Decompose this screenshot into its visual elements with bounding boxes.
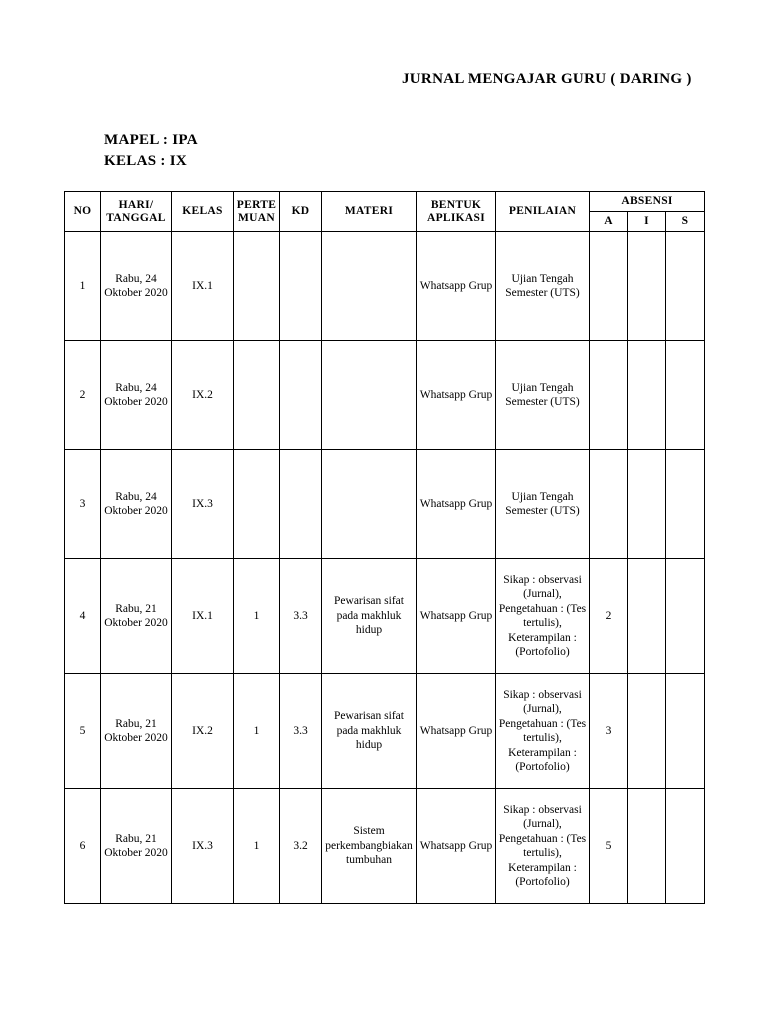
cell-pertemuan [234, 232, 280, 341]
col-header-bentuk: BENTUK APLIKASI [417, 192, 496, 232]
col-header-kelas: KELAS [172, 192, 234, 232]
cell-penilaian: Sikap : observasi (Jurnal), Pengetahuan : (Tes tertulis), Keterampilan : (Portofolio) [496, 674, 590, 789]
cell-pertemuan [234, 450, 280, 559]
cell-no: 3 [65, 450, 101, 559]
cell-hari: Rabu, 24 Oktober 2020 [101, 232, 172, 341]
col-header-penilaian: PENILAIAN [496, 192, 590, 232]
cell-pertemuan: 1 [234, 559, 280, 674]
cell-absensi-a: 2 [590, 559, 628, 674]
cell-materi: Pewarisan sifat pada makhluk hidup [322, 559, 417, 674]
cell-hari: Rabu, 24 Oktober 2020 [101, 341, 172, 450]
col-header-kd: KD [280, 192, 322, 232]
cell-absensi-a [590, 341, 628, 450]
cell-bentuk: Whatsapp Grup [417, 450, 496, 559]
cell-absensi-a: 5 [590, 789, 628, 904]
table-row [65, 341, 705, 450]
cell-bentuk: Whatsapp Grup [417, 789, 496, 904]
cell-hari: Rabu, 24 Oktober 2020 [101, 450, 172, 559]
cell-absensi-s [666, 341, 705, 450]
cell-hari: Rabu, 21 Oktober 2020 [101, 789, 172, 904]
cell-bentuk: Whatsapp Grup [417, 232, 496, 341]
cell-kd [280, 341, 322, 450]
cell-penilaian: Ujian Tengah Semester (UTS) [496, 450, 590, 559]
col-header-absensi: ABSENSI [590, 192, 705, 212]
cell-kelas: IX.3 [172, 789, 234, 904]
col-header-materi: MATERI [322, 192, 417, 232]
cell-absensi-i [628, 789, 666, 904]
cell-pertemuan [234, 341, 280, 450]
cell-kd: 3.3 [280, 559, 322, 674]
cell-absensi-i [628, 559, 666, 674]
cell-penilaian: Ujian Tengah Semester (UTS) [496, 341, 590, 450]
cell-penilaian: Sikap : observasi (Jurnal), Pengetahuan : (Tes tertulis), Keterampilan : (Portofolio) [496, 789, 590, 904]
col-header-a: A [590, 212, 628, 232]
cell-no: 2 [65, 341, 101, 450]
cell-bentuk: Whatsapp Grup [417, 341, 496, 450]
cell-absensi-a [590, 450, 628, 559]
table-row [65, 232, 705, 341]
cell-absensi-s [666, 559, 705, 674]
col-header-s: S [666, 212, 705, 232]
cell-hari: Rabu, 21 Oktober 2020 [101, 674, 172, 789]
mapel-label: MAPEL : IPA [104, 132, 198, 148]
page-title: JURNAL MENGAJAR GURU ( DARING ) [402, 71, 692, 87]
col-header-i: I [628, 212, 666, 232]
cell-absensi-i [628, 341, 666, 450]
cell-no: 6 [65, 789, 101, 904]
cell-materi: Pewarisan sifat pada makhluk hidup [322, 674, 417, 789]
col-header-pertemuan: PERTE MUAN [234, 192, 280, 232]
journal-table [64, 191, 705, 904]
cell-penilaian: Ujian Tengah Semester (UTS) [496, 232, 590, 341]
table-row [65, 559, 705, 674]
col-header-hari: HARI/ TANGGAL [101, 192, 172, 232]
cell-hari: Rabu, 21 Oktober 2020 [101, 559, 172, 674]
cell-absensi-s [666, 789, 705, 904]
cell-pertemuan: 1 [234, 789, 280, 904]
cell-no: 1 [65, 232, 101, 341]
cell-kd [280, 450, 322, 559]
cell-bentuk: Whatsapp Grup [417, 559, 496, 674]
cell-kelas: IX.3 [172, 450, 234, 559]
col-header-no: NO [65, 192, 101, 232]
cell-bentuk: Whatsapp Grup [417, 674, 496, 789]
cell-materi [322, 341, 417, 450]
cell-absensi-s [666, 450, 705, 559]
cell-pertemuan: 1 [234, 674, 280, 789]
cell-no: 5 [65, 674, 101, 789]
cell-materi [322, 450, 417, 559]
cell-absensi-a [590, 232, 628, 341]
cell-absensi-s [666, 232, 705, 341]
table-row [65, 674, 705, 789]
cell-absensi-a: 3 [590, 674, 628, 789]
cell-kd: 3.2 [280, 789, 322, 904]
cell-absensi-i [628, 232, 666, 341]
cell-kelas: IX.2 [172, 674, 234, 789]
cell-kelas: IX.1 [172, 559, 234, 674]
cell-materi [322, 232, 417, 341]
cell-penilaian: Sikap : observasi (Jurnal), Pengetahuan : (Tes tertulis), Keterampilan : (Portofolio) [496, 559, 590, 674]
cell-absensi-i [628, 674, 666, 789]
cell-no: 4 [65, 559, 101, 674]
cell-materi: Sistem perkembangbiakan tumbuhan [322, 789, 417, 904]
cell-kd: 3.3 [280, 674, 322, 789]
cell-kd [280, 232, 322, 341]
kelas-label: KELAS : IX [104, 153, 188, 169]
cell-absensi-s [666, 674, 705, 789]
cell-kelas: IX.1 [172, 232, 234, 341]
cell-kelas: IX.2 [172, 341, 234, 450]
table-row [65, 450, 705, 559]
cell-absensi-i [628, 450, 666, 559]
table-row [65, 789, 705, 904]
header-row [65, 192, 705, 212]
